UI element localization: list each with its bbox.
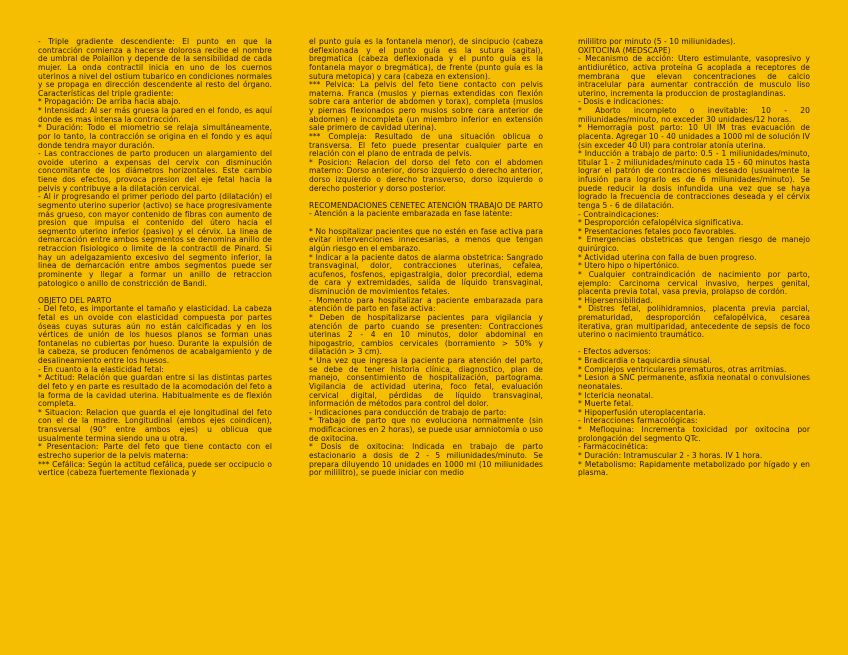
paragraph: RECOMENDACIONES CENETEC ATENCIÓN TRABAJO DE PARTO xyxy=(309,200,543,210)
paragraph: - Indicaciones para conducción de trabajo de parto: xyxy=(309,407,507,417)
paragraph: * No hospitalizar pacientes que no estén en fase activa para evitar intervenciones innecesarias, a menos que tengan algún riesgo en el embarazo. xyxy=(309,226,543,253)
paragraph: * Posicion: Relacion del dorso del feto con el abdomen materno: Dorso anterior, dorso izquierdo o derecho anterior, dorso izquierdo o derecho transverso, dorso izquierdo o derecho posterior y dorso posterior. xyxy=(309,157,543,193)
paragraph: * Inducción a trabajo de parto: 0.5 - 1 miliunidades/minuto, titular 1 - 2 miliunidades/minuto cada 15 - 60 minutos hasta lograr el patrón de contracciones deseado (usualmente la infusión para lograrlo es de 6 miliunidades/minuto). Se puede reducir la dosis infundida una vez que se haya logrado la frecuencia de contracciones deseada y el cérvix tenga 5 - 6 de dilatación. xyxy=(578,149,810,210)
paragraph: el punto guía es la fontanela menor), de sincipucio (cabeza deflexionada y el punto guía es la sutura sagital), bregmatica (cabeza deflexionada y el punto guía es la fontanela mayor o bregmática), de frente (punto guía es la sutura metopica) y cara (cabeza en extension). xyxy=(309,37,543,81)
paragraph: * Complejos ventriculares prematuros, otras arritmias. xyxy=(578,364,787,374)
paragraph: *** Cefálica: Según la actitud cefálica, puede ser occipucio o vertice (cabeza fuertemente flexionada y xyxy=(38,459,272,478)
paragraph: * Hipoperfusión uteroplacentaria. xyxy=(578,407,706,417)
paragraph: - Atención a la paciente embarazada en fase latente: xyxy=(309,209,513,219)
paragraph: * Distres fetal, polihidramnios, placenta previa parcial, prematuridad, desproporción cefalopélvica, cesarea iterativa, gran multiparidad, antecedente de sepsis de foco uterino o nacimiento traumático. xyxy=(578,304,810,340)
paragraph: * Ictericia neonatal. xyxy=(578,390,654,400)
paragraph: * Lesion a SNC permanente, asfixia neonatal o convulsiones neonatales. xyxy=(578,373,810,391)
paragraph: * Una vez que ingresa la paciente para atención del parto, se debe de tener historia clínica, diagnostico, plan de manejo, consentimiento de hospitalización, partograma. Vigilancia de actividad uterina, foco fetal, evaluación cervical digital, pérdidas de líquido transvaginal, información de métodos para control del dolor. xyxy=(309,356,543,409)
paragraph: * Cualquier contraindicación de nacimiento por parto, ejemplo: Carcinoma cervical invasivo, herpes genital, placenta previa total, vasa previa, prolapso de cordón. xyxy=(578,269,810,297)
paragraph: - Al ir progresando el primer periodo del parto (dilatación) el segmento uterino superior (activo) se hace progresivamente más grueso, con mayor contenido de fibras con aumento de presion que impulsa el contenido del útero hacia el segmento uterino inferior (pasivo) y el cérvix. La linea de demarcación entre ambos segmentos se denomina anillo de retraccion fisiologico o limite de la contractil de Pinard. Si hay un adelgazamiento excesivo del segmento inferior, la linea de demarcación entre ambos segmentos puede ser prominente y llegar a formar un anillo de retraccion patologico o anillo de constricción de Bandi. xyxy=(38,192,272,288)
paragraph: * Indicar a la paciente datos de alarma obstetrica: Sangrado transvaginal, dolor, contracciones uterinas, cefalea, acufenos, fosfenos, epigastralgia, dolor precordial, edema de cara y extremidades, salida de líquido transvaginal, disminución de movimientos fetales. xyxy=(309,252,543,297)
paragraph: *** Pelvica: La pelvis del feto tiene contacto con pelvis materna. Franca (muslos y piernas extendidas con flexión sobre cara anterior de abdomen y torax), completa (muslos y piernas flexionados pero muslos sobre cara anterior de abdomen) e incompleta (un miembro inferior en extensión sale primero de cavidad uterina). xyxy=(309,80,543,133)
paragraph: * Duración: Todo el miometrio se relaja simultáneamente, por lo tanto, la contracción se origina en el fondo y es aquí donde tendra mayor duración. xyxy=(38,123,272,150)
paragraph: OBJETO DEL PARTO xyxy=(38,295,112,305)
paragraph: - Del feto, es importante el tamaño y elasticidad. La cabeza fetal es un ovoide con elasticidad compuesta por partes óseas cuyas suturas aún no están calcificadas y en los vértices de unión de los huesos planos se forman unas fontanelas no cubiertas por hueso. Durante la expulsión de la cabeza, se producen fenómenos de acabalgamiento y de desalineamiento entre los huesos. xyxy=(38,304,272,366)
paragraph: * Presentacion: Parte del feto que tiene contacto con el estrecho superior de la pelvis materna: xyxy=(38,442,272,460)
paragraph: * Duración: Intramuscular 2 - 3 horas. IV 1 hora. xyxy=(578,450,763,460)
paragraph: * Propagación: De arriba hacia abajo. xyxy=(38,97,181,107)
paragraph: * Hemorragia post parto: 10 UI IM tras evacuación de placenta. Agregar 10 - 40 unidades a 1000 ml de solución IV (sin exceder 40 UI) para controlar atonía uterina. xyxy=(578,123,811,150)
paragraph: - Dosis e indicaciones: xyxy=(578,97,664,107)
paragraph: * Bradicardia o taquicardia sinusal. xyxy=(578,356,712,366)
paragraph: - Triple gradiente descendiente: El punto en que la contracción comienza a hacerse dolorosa recibe el nombre de umbral de Polaillon y depende de la sensibilidad de cada mujer. La onda contractil inicia en uno de los cuernos uterinos a nivel del ostium tubarico en condiciones normales y se propaga en dirección descendente al resto del órgano. Características del triple gradiente: xyxy=(38,37,272,98)
paragraph: - Farmacocinética: xyxy=(578,442,649,452)
paragraph: * Actitud: Relación que guardan entre si las distintas partes del feto y en parte es resultado de la acomodación del feto a la forma de la cavidad uterina. Habitualmente es de flexión completa. xyxy=(38,373,272,409)
paragraph: - Contraindicaciones: xyxy=(578,209,659,219)
paragraph: * Presentaciones fetales poco favorables. xyxy=(578,226,737,236)
paragraph: - Momento para hospitalizar a paciente embarazada para atención de parto en fase activa: xyxy=(309,295,543,314)
paragraph: * Intensidad: Al ser más gruesa la pared en el fondo, es aquí donde es mas intensa la contracción. xyxy=(38,106,272,124)
paragraph: * Trabajo de parto que no evoluciona normalmente (sin modificaciones en 2 horas), se puede usar amniotomía o uso de oxitocina. xyxy=(309,416,543,443)
paragraph: * Situacion: Relacion que guarda el eje longitudinal del feto con el de la madre. Longitudinal (ambos ejes coindicen), transversal (90° entre ambos ejes) u oblicua que usualmente termina siendo una u otra. xyxy=(38,407,272,443)
paragraph: * Utero hipo o hipertónico. xyxy=(578,261,680,271)
paragraph: * Mefloquina: Incrementa toxicidad por oxitocina por prolongación del segmento QTc. xyxy=(578,425,810,443)
paragraph: * Muerte fetal. xyxy=(578,399,634,409)
paragraph: * Metabolismo: Rapidamente metabolizado por hígado y en plasma. xyxy=(578,459,810,478)
paragraph: *** Compleja: Resultado de una situación oblicua o transversa. El feto puede presentar cualquier parte en relación con el plano de entrada de pelvis. xyxy=(309,131,543,159)
paragraph: - Las contracciones de parto producen un alargamiento del ovoide uterino a expensas del cervix con disminución concomitante de los diámetros horizontales. Este cambio tiene dos efectos, provoca presion del eje fetal hacia la pelvis y contribuye a la dilatación cervical. xyxy=(38,149,272,193)
paragraph: - Mecanismo de acción: Utero estimulante, vasopresivo y antidiurético, activa proteína G acoplada a receptores de membrana que elevan concentraciones de calcio intracelular para aumentar contracción de musculo liso uterino, incrementa la produccion de prostaglandinas. xyxy=(578,54,810,98)
text-column-3 xyxy=(578,38,810,478)
paragraph: * Emergencias obstetricas que tengan riesgo de manejo quirúrgico. xyxy=(578,235,810,253)
text-column-2 xyxy=(309,38,543,478)
paragraph: * Hipersensibilidad. xyxy=(578,295,653,305)
paragraph: mililitro por minuto (5 - 10 miliunidades). xyxy=(578,37,736,46)
paragraph: * Dosis de oxitocina: Indicada en trabajo de parto estacionario a dosis de 2 - 5 miliunidades/minuto. Se prepara diluyendo 10 unidades en 1000 ml (10 miliunidades por mililitro), se puede iniciar con medio xyxy=(309,442,543,478)
paragraph: - Efectos adversos: xyxy=(578,347,651,357)
paragraph: * Aborto incompleto o inevitable: 10 - 20 miliunidades/minuto, no exceder 30 unidades/12 horas. xyxy=(578,106,810,124)
paragraph: * Deben de hospitalizarse pacientes para vigilancia y atención de parto cuando se presenten: Contracciones uterinas 2 - 4 en 10 minutos, dolor abdominal en hipogastrio, cambios cervicales (borramiento > 50% y dilatación > 3 cm). xyxy=(309,312,543,357)
paragraph: OXITOCINA (MEDSCAPE) xyxy=(578,45,671,55)
text-column-1 xyxy=(38,38,272,478)
paragraph: - En cuanto a la elasticidad fetal: xyxy=(38,364,165,374)
paragraph: - Interacciones farmacológicas: xyxy=(578,416,698,426)
paragraph: * Actividad uterina con falla de buen progreso. xyxy=(578,252,757,262)
paragraph: * Desproporción cefalopélvica significativa. xyxy=(578,218,744,228)
